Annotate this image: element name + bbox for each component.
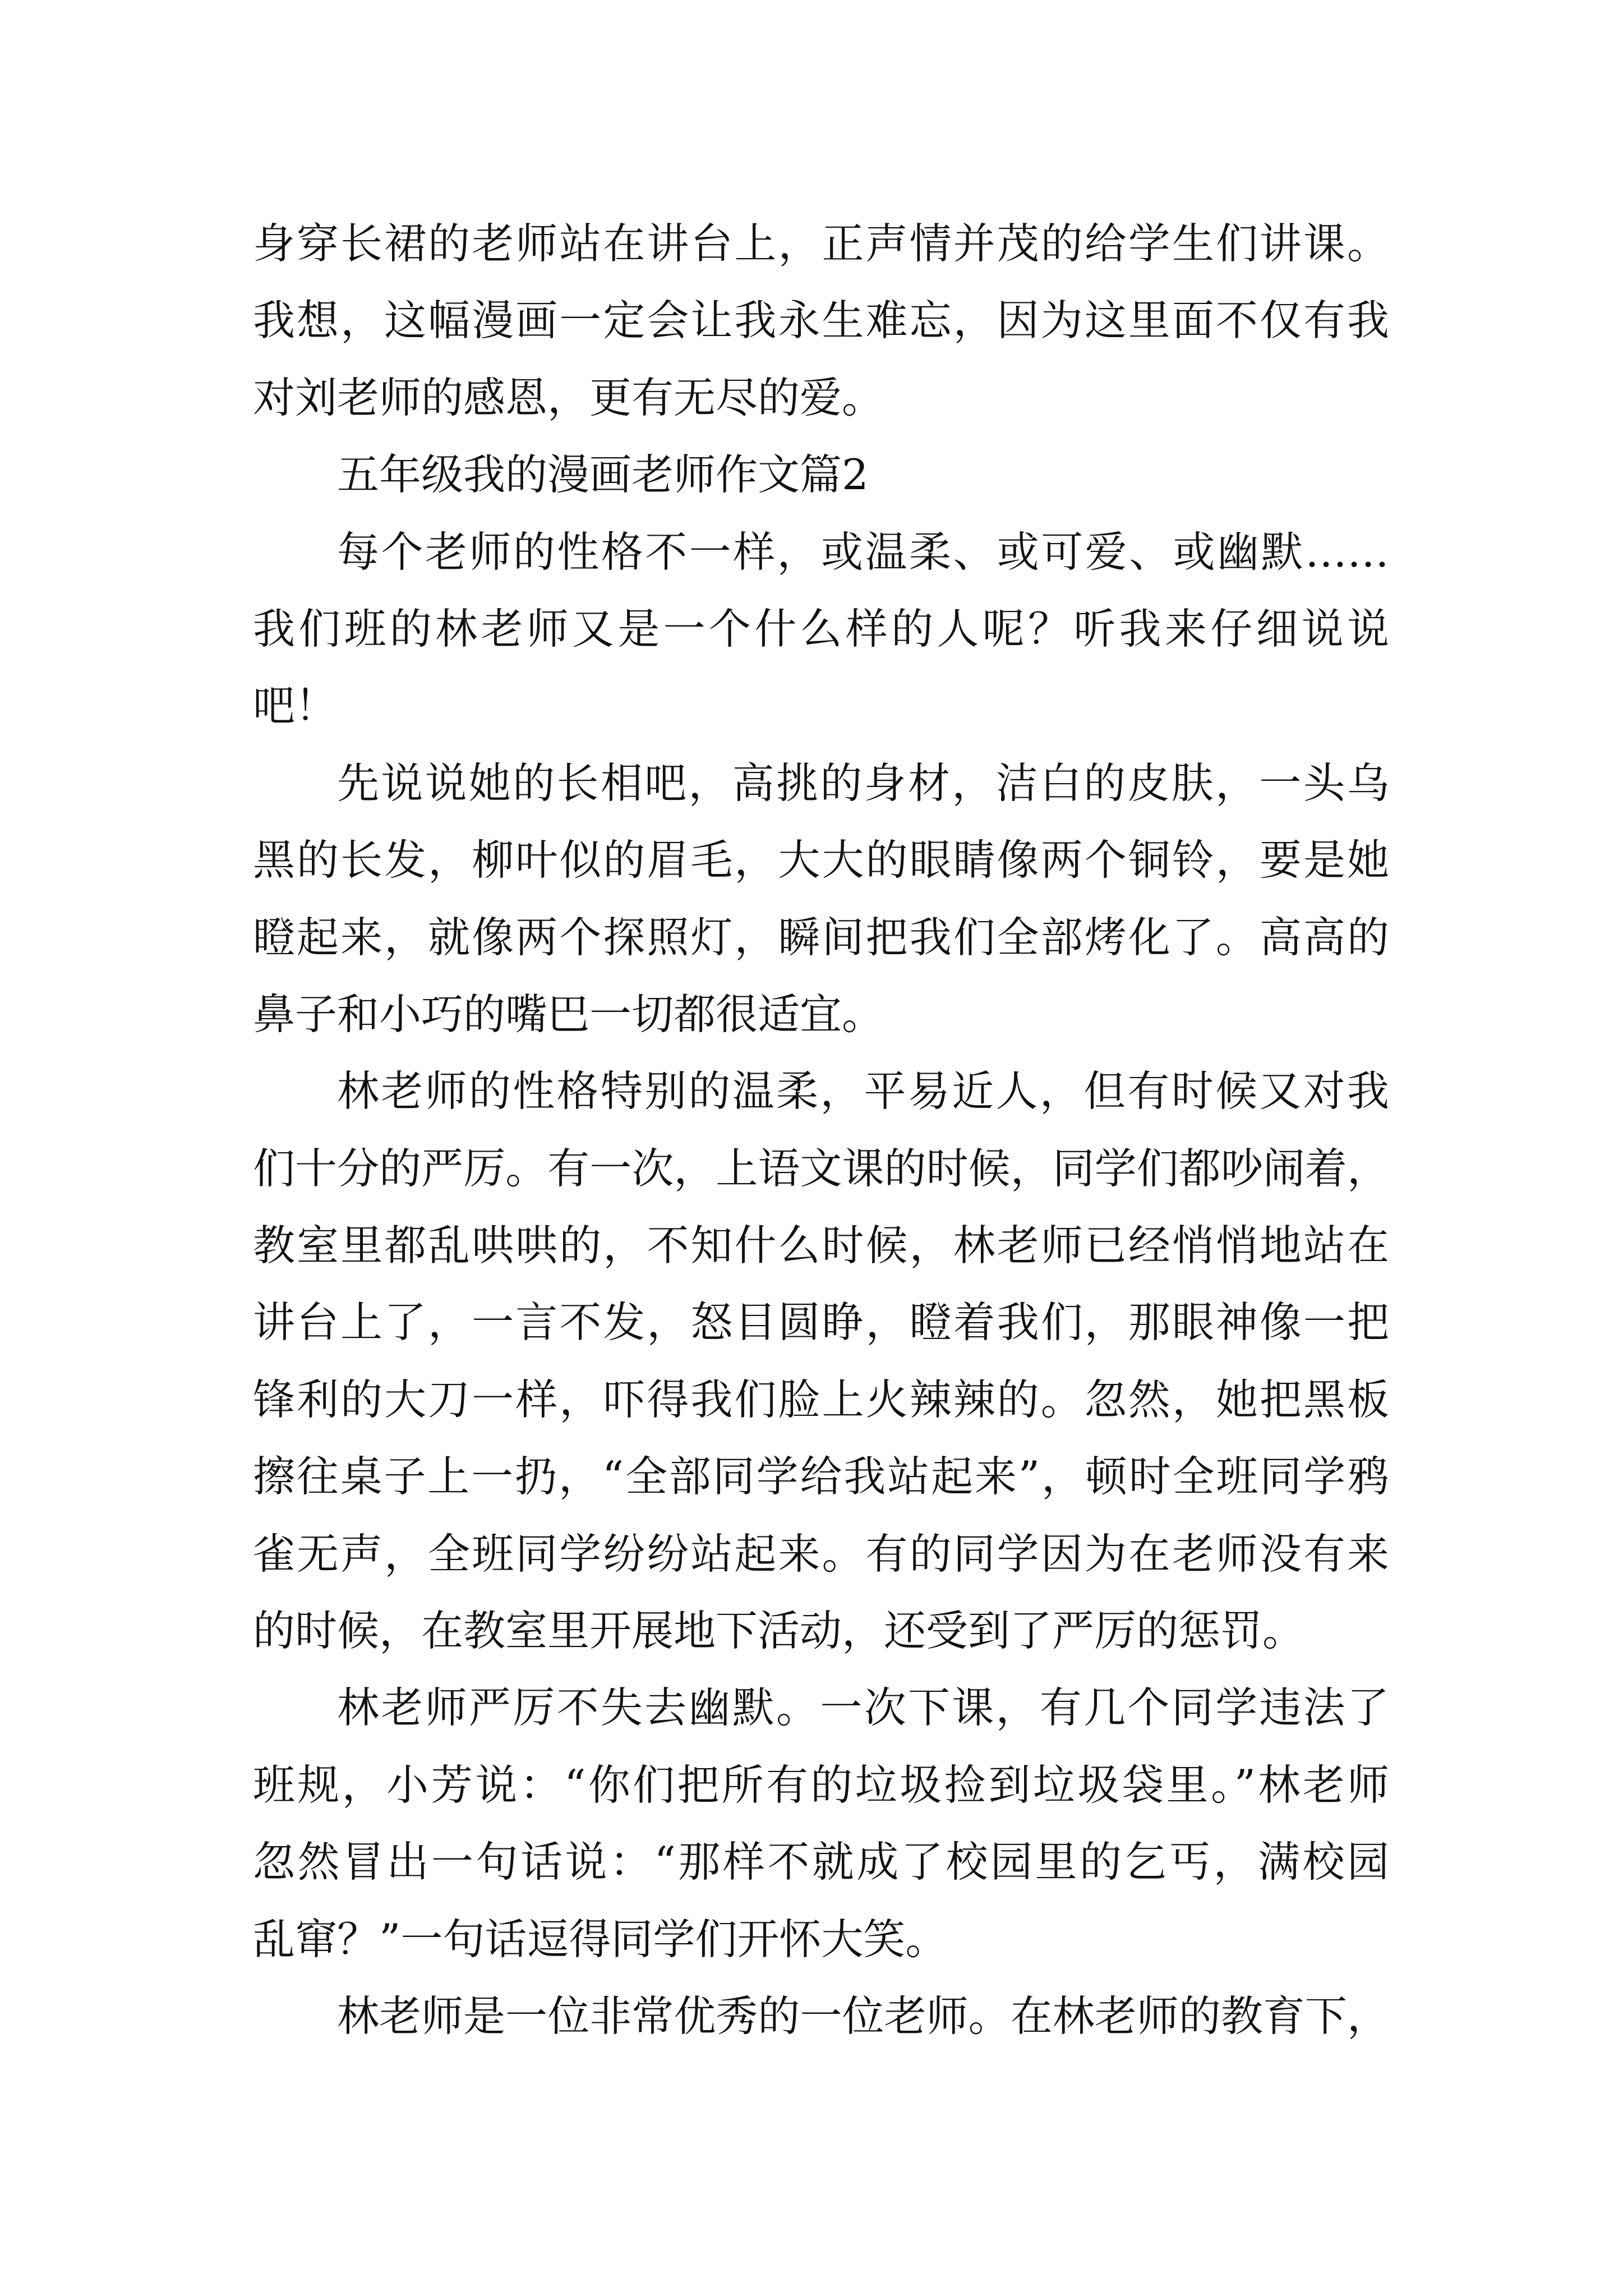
- text-line: 的时候，在教室里开展地下活动，还受到了严厉的惩罚。: [253, 1606, 1305, 1656]
- section-title: [253, 436, 1389, 513]
- section-title-text: 五年级我的漫画老师作文篇2: [337, 450, 869, 500]
- paragraph: [253, 514, 1389, 745]
- paragraph: [253, 1053, 1389, 1669]
- text-line: 锋利的大刀一样，吓得我们脸上火辣辣的。忽然，她把黑板: [253, 1374, 1389, 1424]
- text-line: 我想，这幅漫画一定会让我永生难忘，因为这里面不仅有我: [253, 296, 1389, 346]
- text-line: 林老师是一位非常优秀的一位老师。在林老师的教育下，: [337, 1991, 1389, 2041]
- text-line: 教室里都乱哄哄的，不知什么时候，林老师已经悄悄地站在: [253, 1221, 1389, 1271]
- text-line: 对刘老师的感恩，更有无尽的爱。: [253, 372, 884, 422]
- text-line: 们十分的严厉。有一次，上语文课的时候，同学们都吵闹着，: [253, 1143, 1389, 1193]
- text-line: 我们班的林老师又是一个什么样的人呢？听我来仔细说说: [253, 604, 1389, 654]
- document-body: [253, 205, 1389, 2055]
- text-line: 忽然冒出一句话说：“那样不就成了校园里的乞丐，满校园: [253, 1837, 1389, 1887]
- text-line: 每个老师的性格不一样，或温柔、或可爱、或幽默……: [337, 527, 1389, 577]
- text-line: 林老师的性格特别的温柔，平易近人，但有时候又对我: [337, 1066, 1389, 1116]
- text-line: 吧！: [253, 681, 338, 731]
- paragraph: [253, 745, 1389, 1053]
- text-line: 班规，小芳说：“你们把所有的垃圾捡到垃圾袋里。”林老师: [253, 1760, 1389, 1810]
- text-line: 雀无声，全班同学纷纷站起来。有的同学因为在老师没有来: [253, 1529, 1389, 1579]
- text-line: 鼻子和小巧的嘴巴一切都很适宜。: [253, 989, 884, 1039]
- text-line: 瞪起来，就像两个探照灯，瞬间把我们全部烤化了。高高的: [253, 912, 1389, 962]
- text-line: 黑的长发，柳叶似的眉毛，大大的眼睛像两个铜铃，要是她: [253, 835, 1389, 885]
- paragraph-continues: [253, 1978, 1389, 2055]
- text-line: 乱窜？”一句话逗得同学们开怀大笑。: [253, 1914, 948, 1964]
- text-line: 擦往桌子上一扔，“全部同学给我站起来”，顿时全班同学鸦: [253, 1452, 1389, 1502]
- text-line: 讲台上了，一言不发，怒目圆睁，瞪着我们，那眼神像一把: [253, 1297, 1389, 1347]
- text-line: 林老师严厉不失去幽默。一次下课，有几个同学违法了: [337, 1683, 1389, 1733]
- text-line: 先说说她的长相吧，高挑的身材，洁白的皮肤，一头乌: [337, 758, 1389, 808]
- text-line: 身穿长裙的老师站在讲台上，正声情并茂的给学生们讲课。: [253, 219, 1389, 268]
- paragraph: [253, 1669, 1389, 1978]
- paragraph-continued: [253, 205, 1389, 436]
